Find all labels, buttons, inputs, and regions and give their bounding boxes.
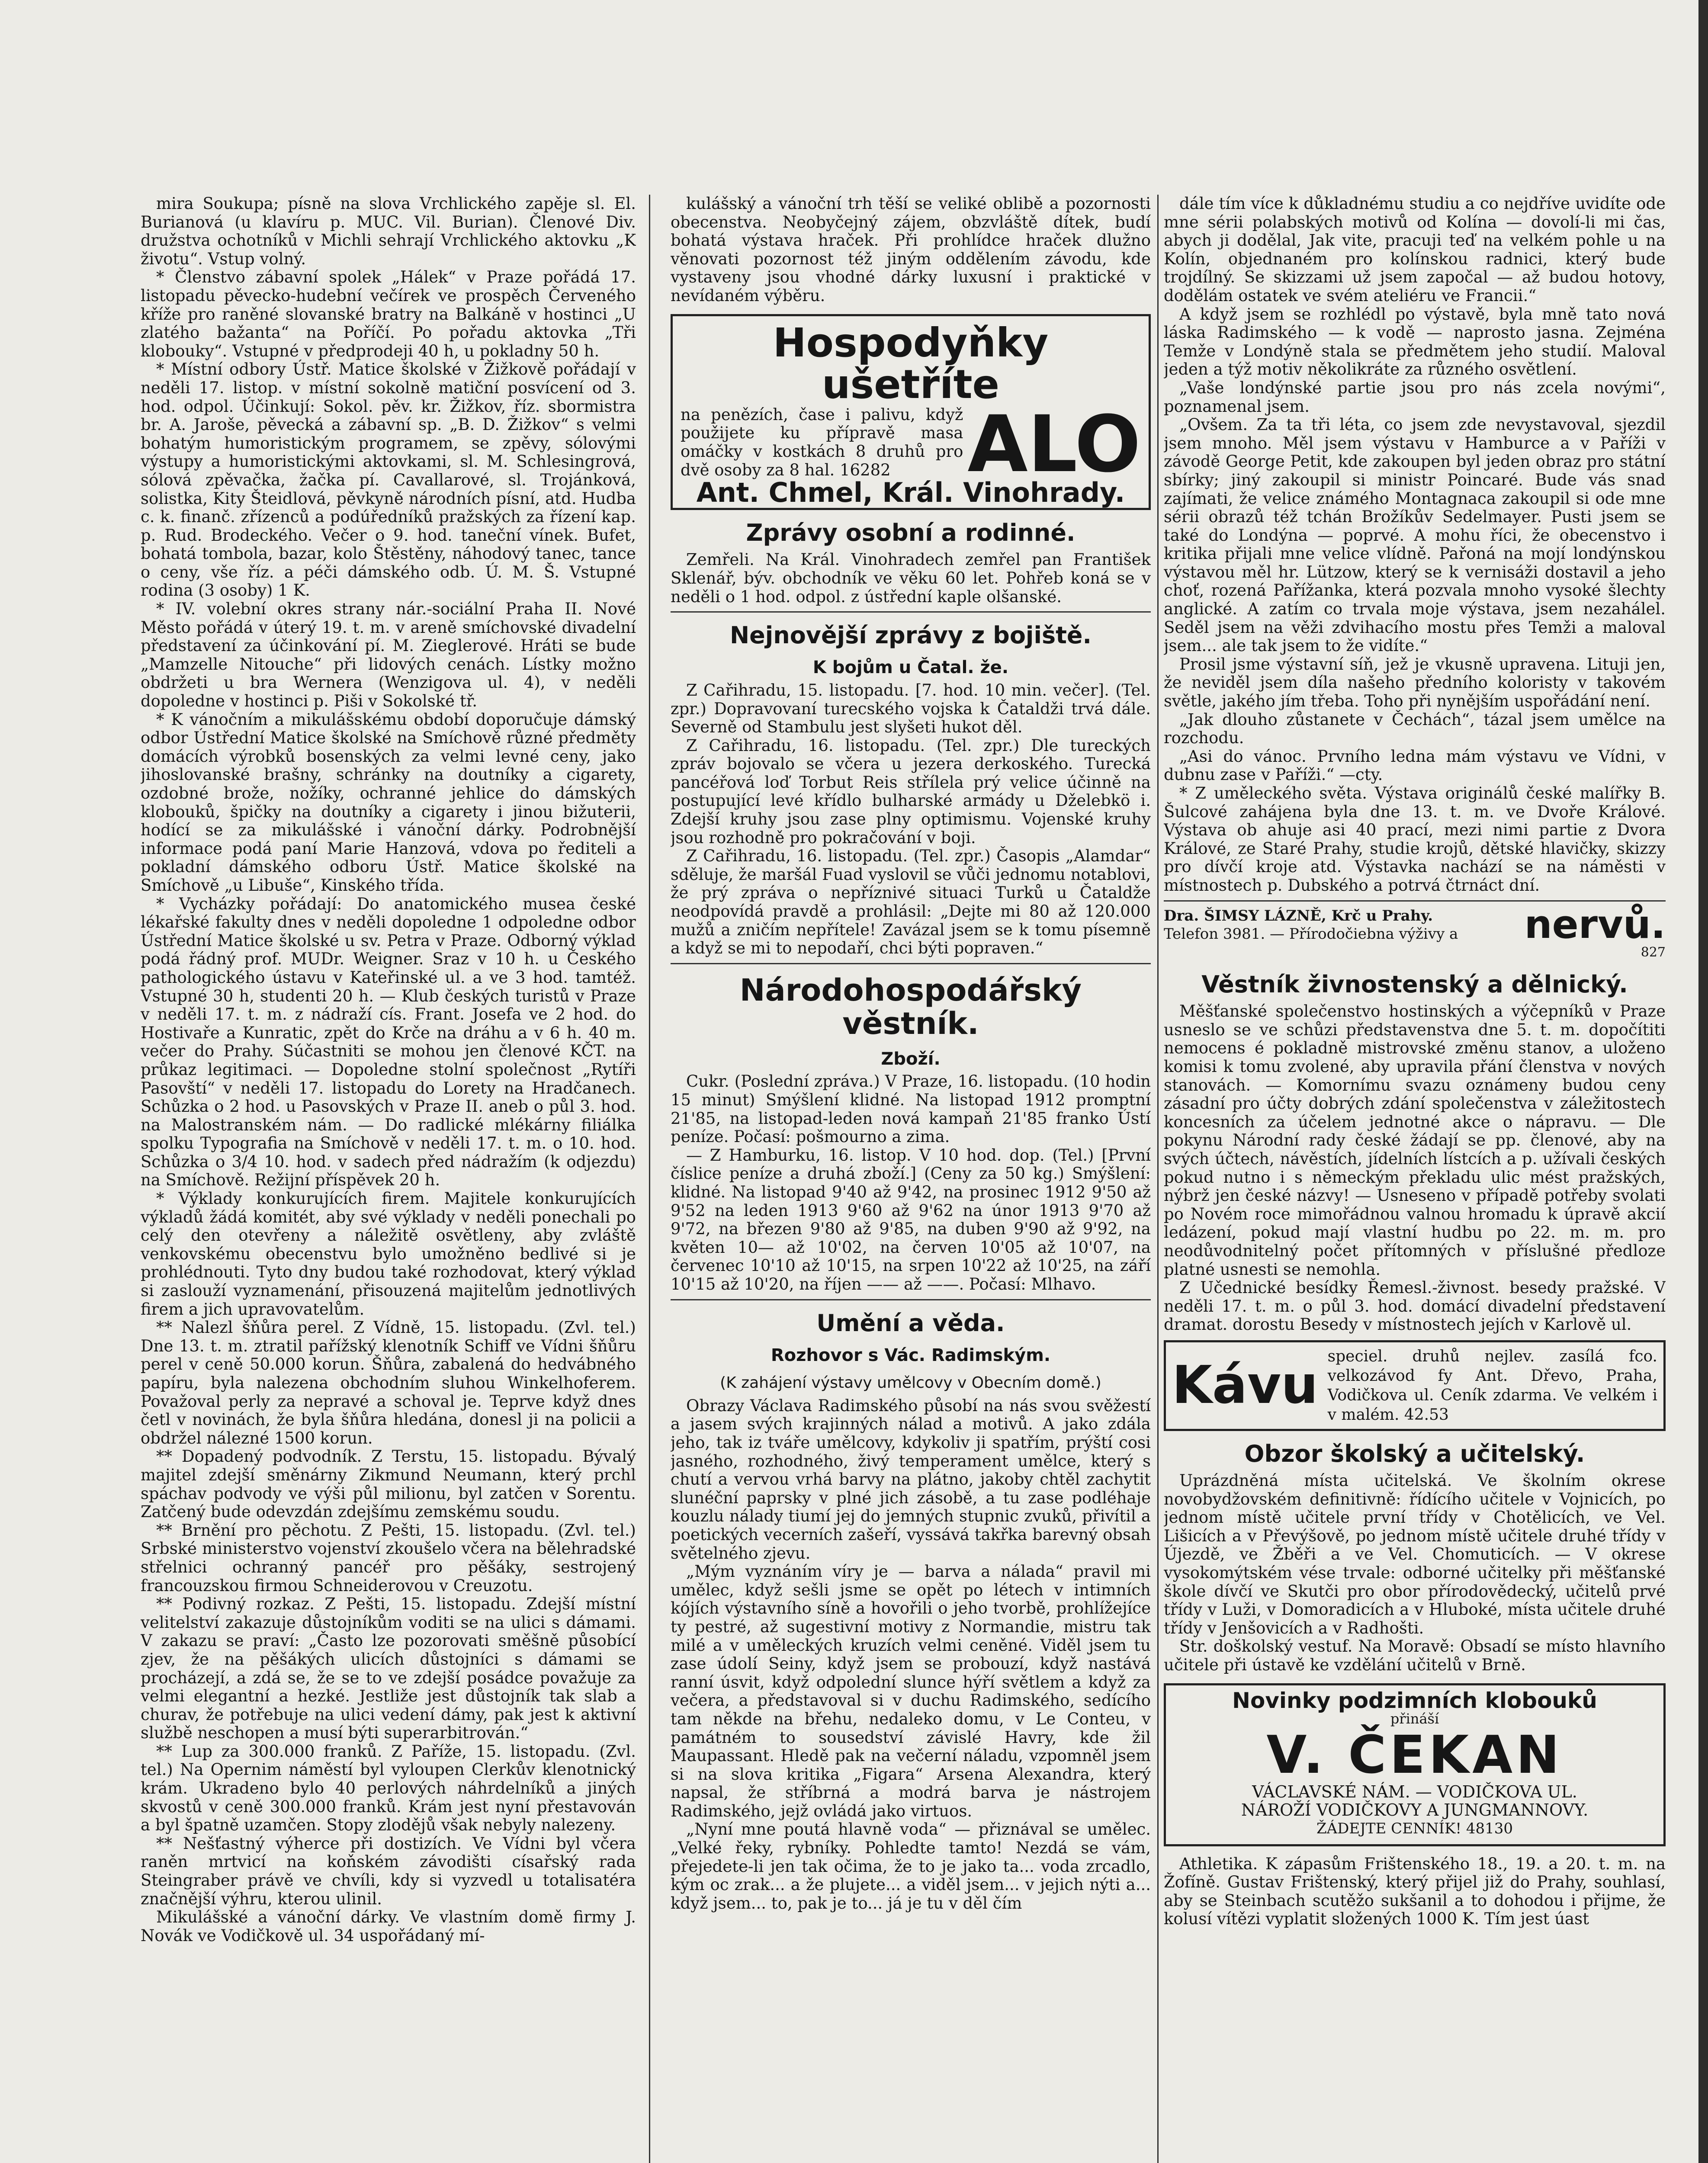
paragraph: ** Podivný rozkaz. Z Pešti, 15. listopadu. Zdejší místní velitelství zakazuje důstojníkům voditi se na ulici s dámami. V zakazu se praví: „Často lze pozorovati směšně působící zjev, že na pěšákých ulicích důstojníci s dámami se procházejí, a zdá se, že se to ve zdejší posádce považuje za velmi elegantní a hezké. Jestliže jest důstojník tak slab a churav, že potřebuje na ulici vedení dámy, pak jest k aktivní službě neschopen a musí býti superarbitrován.“ <box>141 1595 636 1743</box>
paragraph: ** Dopadený podvodník. Z Terstu, 15. listopadu. Bývalý majitel zdejší směnárny Zikmund Neumann, který prchl spáchav podvody ve výši půl milionu, byl zatčen v Sorentu. Zatčený bude odevzdán zdejšímu zemskému soudu. <box>141 1447 636 1521</box>
paragraph: Mikulášské a vánoční dárky. Ve vlastním domě firmy J. Novák ve Vodičkově ul. 34 uspořádaný mí- <box>141 1908 636 1945</box>
advert-text: speciel. druhů nejlev. zasílá fco. velkozávod fy Ant. Dřevo, Praha, Vodičkova ul. Ceník zdarma. Ve velkém i v malém. <box>1327 1347 1657 1424</box>
column-rule <box>1157 195 1159 2163</box>
note: (K zahájení výstavy umělcovy v Obecním domě.) <box>720 1374 1101 1392</box>
paragraph: * Místní odbory Ústř. Matice školské v Žižkově pořádají v neděli 17. listop. v místní sokolně matiční posvícení od 3. hod. odpol. Účinkují: Sokol. pěv. kr. Žižkov, říz. sbormistra br. A. Jaroše, pěvecká a zábavní sp. „B. D. Žižkov“ s velmi bohatým humoristickým programem, se zpěvy, sólovými výstupy a humoristickými aktovkami, sl. M. Schlesingrová, sólová zpěvačka, žačka pí. Cavallarové, sl. Trojánková, solistka, Kity Šteidlová, pěvkyně národních písní, atd. Hudba c. k. finanč. zřízenců a podúředníků pražských za řízení kap. p. Rud. Brodeckého. Večer o 9. hod. taneční vínek. Bufet, bohatá tombola, bazar, kolo Štěstěny, náhodový tanec, tance o ceny, vše říz. a péči dámského odb. Ú. M. Š. Vstupné rodina (3 osoby) 1 K. <box>141 360 636 600</box>
paragraph: mira Soukupa; písně na slova Vrchlického zapěje sl. El. Burianová (u klavíru p. MUC. Vil. Burian). Členové Div. družstva ochotníků v Michli sehrají Vrchlického aktovku „K životu“. Vstup volný. <box>141 195 636 268</box>
section-heading: Věstník živnostenský a dělnický. <box>1201 971 1628 998</box>
advert-text: ŽÁDEJTE CENNÍK! <box>1316 1820 1462 1837</box>
advert-address: VÁCLAVSKÉ NÁM. — VODIČKOVA UL. <box>1252 1782 1577 1801</box>
paragraph: Z Cařihradu, 15. listopadu. [7. hod. 10 min. večer]. (Tel. zpr.) Dopravovaní turecského vojska k Čataldži trvá dále. Severně od Stambulu jest slyšeti hukot děl. <box>671 680 1151 737</box>
paragraph: „Jak dlouho zůstanete v Čechách“, tázal jsem umělce na rozchodu. <box>1164 710 1666 748</box>
paragraph: „Asi do vánoc. Prvního ledna mám výstavu ve Vídni, v dubnu zase v Paříži.“ —cty. <box>1164 747 1666 784</box>
paragraph: Str. doškolský vestuf. Na Moravě: Obsadí se místo hlavního učitele při ústavě ke vzdělání učitelů v Brně. <box>1164 1637 1666 1674</box>
advert-nerves <box>1164 902 1666 947</box>
paragraph: * IV. volební okres strany nár.-sociální Praha II. Nové Město pořádá v úterý 19. t. m. v areně smíchovské divadelní představení za účinkování pí. M. Zieglerové. Hráti se bude „Mamzelle Nitouche“ při lidových cenách. Lístky možno obdržeti u bra Wernera (Wenzigova ul. 4), v neděli dopoledne v hostinci p. Piši v Sokolské tř. <box>141 600 636 711</box>
paragraph: ** Lup za 300.000 franků. Z Paříže, 15. listopadu. (Zvl. tel.) Na Opernim náměstí byl vyloupen Clerkův klenotnický krám. Ukradeno bylo 40 perlových náhrdelníků a jiných skvostů v ceně 300.000 franků. Krám jest nyní přestavován a byl špatně uzamčen. Stopy zlodějů však nebyly nalezeny. <box>141 1742 636 1835</box>
column-rule <box>649 195 650 2163</box>
advert-body: na penězích, čase i palivu, když použijete ku přípravě masa omáčky v kostkách 8 druhů pro dvě osoby za 8 hal. <box>681 405 963 479</box>
column-3 <box>1164 195 1666 2163</box>
paragraph: — Z Hamburku, 16. listop. V 10 hod. dop. (Tel.) [První číslice peníze a druhá zboží.] (Ceny za 50 kg.) Smýšlení: klidné. Na listopad 9'40 až 9'42, na prosinec 1912 9'50 až 9'52 na leden 1913 9'60 až 9'62 na únor 1913 9'70 až 9'72, na březen 9'80 až 9'85, na duben 9'90 až 9'92, na květen 10— až 10'02, na červen 10'05 až 10'07, na červenec 10'10 až 10'15, na srpen 10'22 až 10'25, na září 10'15 až 10'20, na říjen —— až ——. Počasí: Mlhavo. <box>671 1146 1151 1293</box>
advert-brand: ALO <box>967 399 1141 490</box>
advert-headline: Novinky podzimních klobouků <box>1232 1688 1597 1713</box>
advert-address: NÁROŽÍ VODIČKOVY A JUNGMANNOVY. <box>1241 1800 1589 1820</box>
advert-footer: Ant. Chmel, Král. Vinohrady. <box>696 476 1125 508</box>
advert-text: Telefon 3981. — Přírodočiebna výživy a <box>1164 925 1458 943</box>
advert-code: 42.53 <box>1404 1406 1449 1424</box>
paragraph: Obrazy Václava Radimského působí na nás svou svěžestí a jasem svých krajinných nálad a motivů. A jako zdála jeho, tak iz tváře umělcovy, kdykoliv ji spatřím, prýští cosi jasného, rozhodného, živý temperament umělce, který s chutí a vervou vrhá barvy na plátno, jakoby chtěl zachytit slunéční paprsky v plné jich zásobě, a tu zase podléhaje kouzlu nálady tiumí jej do jemných stupnic zvuků, přivítil a poetických vecerních zašeří, vyssává takřka barevný obsah světelného zjevu. <box>671 1396 1151 1563</box>
advert-alo <box>671 314 1151 510</box>
advert-word: nervů. <box>1524 902 1666 947</box>
subheading: Rozhovor s Vác. Radimským. <box>771 1345 1051 1365</box>
advert-text: přináší <box>1390 1711 1439 1727</box>
paragraph: Zemřeli. Na Král. Vinohradech zemřel pan František Sklenář, býv. obchodník ve věku 60 let. Pohřeb koná se v neděli o 1 hod. odpol. z ústřední kaple olšanské. <box>671 550 1151 606</box>
paragraph: Z Učednické besídky Řemesl.-živnost. besedy pražské. V neděli 17. t. m. o půl 3. hod. domácí divadelní představení dramat. dorostu Besedy v místnostech jejích v Karlově ul. <box>1164 1278 1666 1334</box>
section-heading: Národohospodářský věstník. <box>739 972 1082 1041</box>
paragraph: * Vycházky pořádají: Do anatomického musea české lékařské fakulty dnes v neděli dopoledne 1 odpoledne odbor Ústřední Matice školské u sv. Petra v Praze. Odborný výklad podá řádný prof. MUDr. Weigner. Sraz v 10 h. u Českého pathologického ústavu v Kateřinské ul. a ve 3 hod. tamtéž. Vstupné 30 h, studenti 20 h. — Klub českých turistů v Praze v neděli 17. t. m. z nádraží cís. Frant. Josefa ve 2 hod. do Hostivaře a Kunratic, zpět do Krče na dráhu a v 6 h. 40 m. večer do Prahy. Súčastniti se mohou jen členové KČT. na průkaz legitimaci. — Dopoledne stolní společnost „Rytíři Pasovští“ v neděli 17. listopadu do Lorety na Hradčanech. Schůzka o 2 hod. u Pasovských v Praze II. aneb o půl 3. hod. na Malostranském nám. — Do radlické mlékárny filiálka spolku Typografia na Smíchově v neděli 17. t. m. o 10. hod. Schůzka o 3/4 10. hod. v sadech před nádražím (k odjezdu) na Smíchově. Režijní příspěvek 20 h. <box>141 894 636 1190</box>
column-2 <box>671 195 1151 2163</box>
advert-headline: Hospodyňky ušetříte <box>773 319 1049 408</box>
advert-word: Kávu <box>1172 1355 1318 1415</box>
section-heading: Umění a věda. <box>816 1309 1005 1337</box>
scan-edge <box>1698 0 1708 2163</box>
paragraph: „Vaše londýnské partie jsou pro nás zcela novými“, poznamenal jsem. <box>1164 378 1666 416</box>
advert-kava <box>1164 1340 1666 1431</box>
paragraph: ** Nalezl šňůra perel. Z Vídně, 15. listopadu. (Zvl. tel.) Dne 13. t. m. ztratil pařížský klenotník Schiff ve Vídni šňůru perel v ceně 50.000 korun. Šňůra, zabalená do hedvábného papíru, byla nalezena obchodním sluhou Winkelhoferem. Považoval perly za nepravé a schoval je. Teprve když dnes četl v novinách, že byla šňůra hledána, donesl ji na policii a obdržel nálezné 1500 korun. <box>141 1318 636 1447</box>
paragraph: „Ovšem. Za ta tři léta, co jsem zde nevystavoval, sjezdil jsem mnoho. Měl jsem výstavu v Hamburce a v Paříži v závodě George Petit, kde zakoupen byl jeden obraz pro státní sbírky; jiný zakoupil si ministr Poincaré. Bude vás snad zajímati, že velice známého Montagnaca zakoupil si ode mne sérii obrazů též tchán Brožíkův Sedelmayer. Pusti jsem se také do Londýna — poprvé. A mohu říci, že obecenstvo i kritika přijali mne velice vlídně. Pařoná na mojí londýnskou výstavou měl hr. Lützow, který se k vernisáži dostavil a jeho choť, rozená Pařížanka, která pozvala mnoho vysoké šlechty anglické. A zatím co trvala moje výstava, jsem nezahálel. Seděl jsem na věži zdvihacího mostu přes Temži a maloval jsem... ale tak jsem to že vidíte.“ <box>1164 415 1666 655</box>
divider <box>671 963 1151 964</box>
paragraph: * Členstvo zábavní spolek „Hálek“ v Praze pořádá 17. listopadu pěvecko-hudební večírek ve prospěch Červeného kříže pro raněné slovanské bratry na Balkáně v hostinci „U zlatého bažanta“ na Poříčí. Po pořadu aktovka „Tři klobouky“. Vstupné v předprodeji 40 h, u pokladny 50 h. <box>141 268 636 360</box>
section-heading: Zprávy osobní a rodinné. <box>746 519 1076 547</box>
subheading: Zboží. <box>881 1049 941 1069</box>
paragraph: A když jsem se rozhlédl po výstavě, byla mně tato nová láska Radimského — k vodě — naprosto jasna. Zejména Temže v Londýně stala se předmětem jeho studií. Maloval jeden a týž motiv několikráte za různého osvětlení. <box>1164 305 1666 379</box>
advert-code: 16282 <box>840 460 891 479</box>
divider <box>671 611 1151 613</box>
divider <box>671 1299 1151 1300</box>
paragraph: kulášský a vánoční trh těší se veliké oblibě a pozornosti obecenstva. Neobyčejný zájem, obzvláště dítek, budí bohatá výstava hraček. Při prohlídce hraček dlužno věnovati pozornost též jiným oddělením závodu, kde vystaveny jsou vhodné dárky luxusní i praktické v nevídaném výběru. <box>671 195 1151 305</box>
advert-code: 48130 <box>1466 1820 1513 1837</box>
paragraph: ** Brnění pro pěchotu. Z Pešti, 15. listopadu. (Zvl. tel.) Srbské ministerstvo vojenství zkoušelo včera na bělehradské střelnici ochranný pancéř pro pěšáky, sestrojený francouzskou firmou Schneiderovou v Creuzotu. <box>141 1521 636 1595</box>
paragraph: ** Nešťastný výherce při dostizích. Ve Vídni byl včera raněn mrtvicí na koňském závodišti císařský rada Steingraber právě ve chvíli, kdy si vyzvedl u totalisatéra značnější výhru, kterou ulinil. <box>141 1834 636 1908</box>
paragraph: Athletika. K zápasům Frištenského 18., 19. a 20. t. m. na Žofíně. Gustav Frištenský, který přijel již do Prahy, souhlasí, aby se Steinbach scutěžo sukšanil a to dohodou i přijme, že kolusí vítězi vyplatit složených 1000 K. Tím jest úast <box>1164 1854 1666 1929</box>
paragraph: * Výklady konkurujících firem. Majitele konkurujících výkladů žádá komitét, aby své výklady v neděli ponechali po celý den otevřeny a náležitě osvětleny, aby zvláště venkovskému obecenstvu bylo umožněno bedlivé si je prohlédnouti. Tyto dny budou také rozhodovat, který výklad si zaslouží vyznamenání, přisouzená majitelům jednotlivých firem a jich upravovatelům. <box>141 1189 636 1319</box>
advert-brand: V. ČEKAN <box>1266 1725 1563 1785</box>
paragraph: Prosil jsme výstavní síň, jež je vkusně upravena. Lituji jen, že neviděl jsem díla našeho předního koloristy v takovém světle, jakého jím třeba. Toho při nynějším uspořádání není. <box>1164 655 1666 711</box>
paragraph: Cukr. (Poslední zpráva.) V Praze, 16. listopadu. (10 hodin 15 minut) Smýšlení klidné. Na listopad 1912 promptní 21'85, na listopad-leden nová kampaň 21'85 franko Ústí peníze. Počasí: pošmourno a zima. <box>671 1072 1151 1146</box>
paragraph: „Mým vyznáním víry je — barva a nálada“ pravil mi umělec, když sešli jsme se opět po létech v intimních kójích výstavního síně a hovořili o jeho tvorbě, prohlížejíce ty pestré, až sugestivní motivy z Normandie, mistru tak milé a v uměleckých kruzích velmi ceněné. Viděl jsem tu zase údolí Seiny, když jsem se probouzí, když nastává ranní úsvit, když odpolední slunce hýří světlem a když za večera, a představoval si v duchu Radimského, sedícího tam někde na břehu, nedaleko domu, v Le Conteu, v památném to sousedství závislé Havry, kde žil Maupassant. Hledě pak na večerní náladu, vzpomněl jsem si na slova kritika „Figara“ Arsena Alexandra, který napsal, že stříbrná a modrá barva je nástrojem Radimského, jejž ovládá jako virtuos. <box>671 1562 1151 1820</box>
paragraph: Z Cařihradu, 16. listopadu. (Tel. zpr.) Časopis „Alamdar“ sděluje, že maršál Fuad vyslovil se vůči jednomu notablovi, že prý zpráva o nepříznivé situaci Turků u Čataldže neodpovídá pravdě a prohlásil: „Dejte mi 80 až 120.000 mužů a zničím nepřítele! Zavázal jsem se k tomu písemně a když se mi to nepodaří, chci býti popraven.“ <box>671 847 1151 958</box>
paragraph: Uprázdněná místa učitelská. Ve školním okrese novobydžovském definitivně: řídícího učitele v Vojnicích, po jednom místě učitele první třídy v Chotělicích, ve Vel. Lišicích a v Převýšově, po jednom místě učitele druhé třídy v Újezdě, ve Žběři a ve Vel. Chomuticích. — V okrese vysokomýtském vése trvale: odborné učitelky při měšťanské škole dívčí ve Skutči pro obor přírodovědecký, učitelů prvé třídy v Luži, v Domoradicích a v Hluboké, místa učitele druhé třídy v Jenšovicích a v Radhošti. <box>1164 1471 1666 1637</box>
advert-brand: Dra. ŠIMSY LÁZNĚ, Krč u Prahy. <box>1164 907 1433 924</box>
section-heading: Obzor školský a učitelský. <box>1244 1440 1585 1467</box>
paragraph: „Nyní mne poutá hlavně voda“ — přiznával se umělec. „Velké řeky, rybníky. Pohledte tamto! Nezdá se vám, přejedete-li jen tak očima, že to je jako ta... voda zrcadlo, kým oc zrak... a že plujete... a viděl jsem... v jejich nýti a... když jsem... to, pak je to... já je tu v děl čím <box>671 1820 1151 1913</box>
paragraph: Z Cařihradu, 16. listopadu. (Tel. zpr.) Dle tureckých zpráv bojovalo se včera u jezera derkoského. Turecká pancéřová loď Torbut Reis střílela prý velice účinně na postupující levé křídlo bulharské armády u Dželebkö i. Zdejší kruhy jsou zase plny optimismu. Vojenské kruhy jsou rozhodně pro pokračování v boji. <box>671 736 1151 847</box>
advert-code: 827 <box>1641 944 1666 960</box>
paragraph: Měšťanské společenstvo hostinských a výčepníků v Praze usneslo se ve schůzi představenstva dne 5. t. m. dopočítiti nemocens é pokladně mistrovské změnu stanov, a uloženo komisi k tomu zvolené, aby upravila přání členstva v nových stanovách. — Komornímu svazu oznámeny budou ceny zásadní pro účty dobrých zdání společenstva v záležitostech koncesních za účelem jednotné akce o nápravu. — Dle pokynu Národní rady české žádají se pp. členové, aby na svých účtech, návěstích, jídelních lístcích a p. užívali českých pokud nutno i s německým překladu ulic mést pražských, nýbrž jen české názvy! — Usneseno v případě potřeby svolati po Novém roce mimořádnou valnou hromadu k úpravě akcií ledázení, pokud mají vlastní hudbu po 22. m. m. pro neodůvodnitelný počet přítomných v příslušné předloze platné usnesti se nemohla. <box>1164 1002 1666 1279</box>
divider <box>1164 900 1666 902</box>
paragraph: * Z uměleckého světa. Výstava originálů české malířky B. Šulcové zahájena byla dne 13. t. m. ve Dvoře Králové. Výstava ob ahuje asi 40 prací, mezi nimi partie z Dvora Králové, ze Staré Prahy, studie krojů, dětské hlavičky, skizzy pro dívčí kroje atd. Výstavka nachází se na náměsti v místnostech p. Dubského a potrvá čtrnáct dní. <box>1164 784 1666 895</box>
paragraph: * K vánočním a mikulášskému období doporučuje dámský odbor Ústřední Matice školské na Smíchově různé předměty domácích výrobků bosenských za velmi levné ceny, jako jihoslovanské brašny, schránky na doutníky a cigarety, ozdobné brože, nožíky, ochranné jehlice do dámských klobouků, špičky na doutníky a cigarety i jinou bižuterii, hodící se za mikulášské i vánoční dárky. Podrobnější informace podá paní Marie Hanzová, vdova po řediteli a pokladní dámského odboru Ústř. Matice školské na Smíchově „u Libuše“, Kinského třída. <box>141 710 636 895</box>
section-heading: Nejnovější zprávy z bojiště. <box>729 622 1092 649</box>
subheading: K bojům u Čatal. že. <box>812 658 1009 678</box>
column-1 <box>141 195 636 2163</box>
advert-cekan <box>1164 1683 1666 1846</box>
paragraph: dále tím více k důkladnému studiu a co nejdříve uvidíte ode mne sérii polabských motivů od Kolína — dovolí-li mi čas, abych ji dodělal, Jak vite, pracuji teď na velkém pohle u na Kolín, objednaném pro kolínskou radnici, který bude trojdílný. Se skizzami už jsem započal — až budou hotovy, dodělám ostatek ve svém ateliéru ve Francii.“ <box>1164 195 1666 305</box>
